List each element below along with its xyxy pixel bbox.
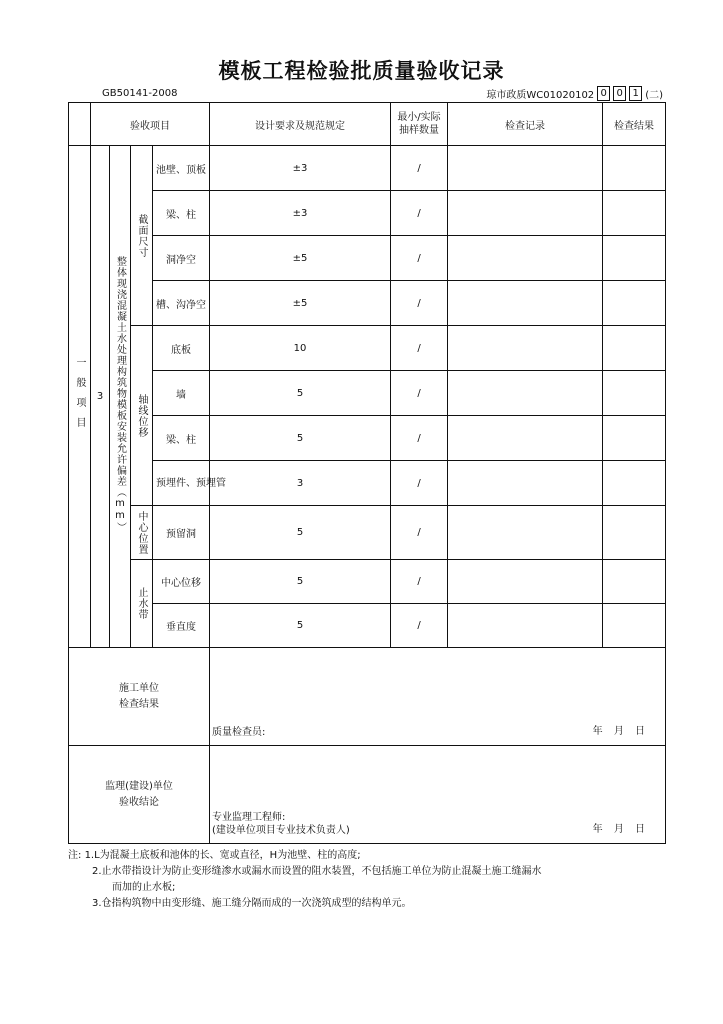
index-cell: 3 [91, 146, 110, 648]
supervision-signoff-area[interactable] [210, 746, 666, 844]
table-row [69, 604, 666, 648]
standard-code: GB50141-2008 [102, 88, 178, 99]
row-record[interactable] [448, 461, 603, 506]
row-design: ±5 [210, 281, 391, 326]
row-record[interactable] [448, 416, 603, 461]
table-row [69, 281, 666, 326]
construction-signoff-row [69, 648, 666, 746]
row-item: 槽、沟净空 [153, 281, 210, 326]
form-code [486, 86, 663, 101]
row-item: 梁、柱 [153, 191, 210, 236]
note-1: 1.L为混凝土底板和池体的长、宽或直径，H为池壁、柱的高度; [84, 850, 361, 861]
row-design: 5 [210, 371, 391, 416]
supervision-signoff-row [69, 746, 666, 844]
col-record: 检查记录 [448, 103, 603, 146]
row-record[interactable] [448, 604, 603, 648]
row-result[interactable] [603, 281, 666, 326]
notes [68, 848, 668, 912]
row-design: 10 [210, 326, 391, 371]
row-design: 3 [210, 461, 391, 506]
row-sample: / [391, 371, 448, 416]
row-record[interactable] [448, 371, 603, 416]
table-row [69, 371, 666, 416]
row-record[interactable] [448, 191, 603, 236]
col-item: 验收项目 [91, 103, 210, 146]
table-row [69, 236, 666, 281]
row-item: 预埋件、预埋管 [153, 461, 210, 506]
row-item: 梁、柱 [153, 416, 210, 461]
quality-inspector-label: 质量检查员: [212, 727, 266, 738]
row-sample: / [391, 461, 448, 506]
row-result[interactable] [603, 236, 666, 281]
form-code-prefix: 琼市政质WC01020102 [486, 90, 595, 101]
row-sample: / [391, 506, 448, 560]
page-title: 模板工程检验批质量验收记录 [218, 58, 505, 83]
col-design: 设计要求及规范规定 [210, 103, 391, 146]
table-row [69, 560, 666, 604]
row-record[interactable] [448, 326, 603, 371]
row-result[interactable] [603, 416, 666, 461]
row-record[interactable] [448, 506, 603, 560]
inspection-table [68, 102, 666, 844]
row-item: 池壁、顶板 [153, 146, 210, 191]
row-item: 洞净空 [153, 236, 210, 281]
row-item: 底板 [153, 326, 210, 371]
row-sample: / [391, 416, 448, 461]
code-box[interactable]: 0 [597, 86, 610, 101]
table-row [69, 326, 666, 371]
row-design: ±3 [210, 191, 391, 236]
row-sample: / [391, 560, 448, 604]
table-row [69, 146, 666, 191]
row-item: 墙 [153, 371, 210, 416]
row-item: 预留洞 [153, 506, 210, 560]
row-result[interactable] [603, 461, 666, 506]
row-sample: / [391, 191, 448, 236]
note-3: 3.仓指构筑物中由变形缝、施工缝分隔而成的一次浇筑成型的结构单元。 [92, 898, 412, 909]
form-code-suffix: (二) [645, 90, 663, 101]
row-sample: / [391, 604, 448, 648]
row-result[interactable] [603, 191, 666, 236]
notes-prefix: 注: [68, 850, 82, 861]
table-row [69, 461, 666, 506]
note-2: 2.止水带指设计为防止变形缝渗水或漏水而设置的阻水装置，不包括施工单位为防止混凝土施工缝漏水 [92, 866, 542, 877]
row-sample: / [391, 326, 448, 371]
table-row [69, 416, 666, 461]
row-record[interactable] [448, 146, 603, 191]
row-item: 垂直度 [153, 604, 210, 648]
group-section: 截面尺寸 [131, 146, 153, 326]
row-sample: / [391, 146, 448, 191]
row-design: 5 [210, 560, 391, 604]
group-axis: 轴线位移 [131, 326, 153, 506]
header-row [69, 103, 666, 146]
row-sample: / [391, 236, 448, 281]
row-result[interactable] [603, 326, 666, 371]
row-design: 5 [210, 416, 391, 461]
table-row [69, 191, 666, 236]
category-cell: 整体现浇混凝土水处理构筑物模板安装允许偏差（mm） [110, 146, 131, 648]
date-label: 年 月 日 [592, 824, 645, 835]
construction-label: 施工单位 检查结果 [69, 648, 210, 746]
group-center: 中心位置 [131, 506, 153, 560]
row-design: 5 [210, 604, 391, 648]
row-result[interactable] [603, 371, 666, 416]
row-result[interactable] [603, 506, 666, 560]
col-result: 检查结果 [603, 103, 666, 146]
col-sample: 最小/实际抽样数量 [391, 103, 448, 146]
row-sample: / [391, 281, 448, 326]
table-row [69, 506, 666, 560]
row-design: ±3 [210, 146, 391, 191]
supervision-label: 监理(建设)单位 验收结论 [69, 746, 210, 844]
row-result[interactable] [603, 146, 666, 191]
row-item: 中心位移 [153, 560, 210, 604]
general-items-cell: 一般项目 [69, 146, 91, 648]
code-box[interactable]: 0 [613, 86, 626, 101]
date-label: 年 月 日 [592, 726, 645, 737]
row-result[interactable] [603, 560, 666, 604]
supervision-engineer-label: 专业监理工程师: [212, 812, 286, 823]
row-design: ±5 [210, 236, 391, 281]
row-record[interactable] [448, 560, 603, 604]
row-record[interactable] [448, 236, 603, 281]
row-design: 5 [210, 506, 391, 560]
row-record[interactable] [448, 281, 603, 326]
supervision-note: (建设单位项目专业技术负责人) [212, 825, 350, 836]
row-result[interactable] [603, 604, 666, 648]
group-waterstop: 止水带 [131, 560, 153, 648]
note-2-cont: 而加的止水板; [112, 882, 176, 893]
construction-signoff-area[interactable] [210, 648, 666, 746]
code-box[interactable]: 1 [629, 86, 642, 101]
